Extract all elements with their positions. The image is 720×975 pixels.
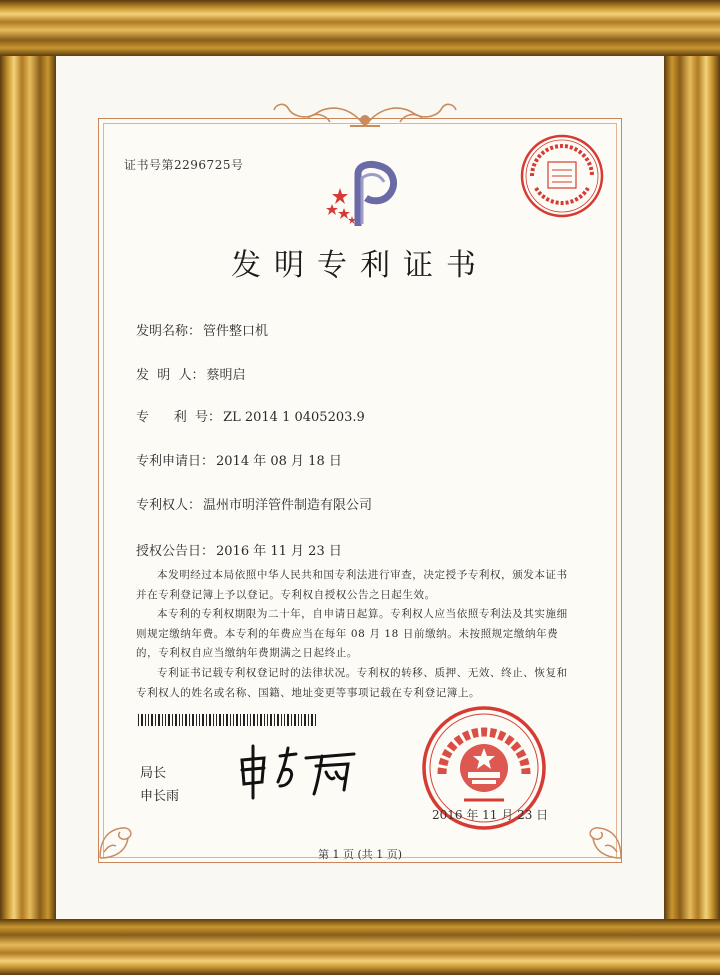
patent-number-label: 专 利 号： — [136, 410, 222, 425]
patentee-value: 温州市明洋管件制造有限公司 — [203, 498, 373, 513]
handwritten-signature-icon — [236, 742, 366, 800]
certificate-number-suffix: 号 — [230, 158, 244, 172]
paragraph-legal-status: 专利证书记载专利权登记时的法律状况。专利权的转移、质押、无效、终止、恢复和专利权人的姓名或名称、国籍、地址变更等事项记载在专利登记簿上。 — [136, 667, 568, 699]
certificate-number-label: 证书号第 — [124, 158, 175, 172]
certificate-title: 发明专利证书 — [231, 248, 489, 283]
seal-date: 2016 年 11 月 23 日 — [432, 808, 549, 822]
grant-date-value: 2016 年 11 月 23 日 — [216, 544, 342, 559]
invention-name-value: 管件整口机 — [203, 324, 269, 339]
certificate-number — [124, 156, 243, 173]
invention-name-label: 发明名称： — [136, 324, 202, 339]
inventor-row — [136, 364, 246, 383]
patentee-row — [136, 494, 372, 513]
signatory-name: 申长雨 — [140, 789, 180, 804]
patent-number-value: ZL 2014 1 0405203.9 — [223, 410, 365, 425]
patentee-label: 专利权人： — [136, 498, 202, 513]
signatory-title: 局长 — [140, 766, 167, 781]
grant-date-row — [136, 540, 342, 559]
application-date-value: 2014 年 08 月 18 日 — [216, 454, 342, 469]
invention-name-row — [136, 320, 268, 339]
paragraph-examination: 本发明经过本局依照中华人民共和国专利法进行审查，决定授予专利权，颁发本证书并在专利登记簿上予以登记。专利权自授权公告之日起生效。 — [136, 569, 568, 601]
certificate-number-value: 2296725 — [174, 158, 231, 172]
patent-number-row — [136, 406, 365, 425]
paragraph-term: 本专利的专利权期限为二十年，自申请日起算。专利权人应当依照专利法及其实施细则规定缴纳年费。本专利的年费应当在每年 08 月 18 日前缴纳。未按照规定缴纳年费的，专利权自应当缴纳年费期满之日起终止。 — [136, 608, 568, 659]
application-date-row — [136, 450, 342, 469]
barcode-icon — [138, 714, 318, 726]
application-date-label: 专利申请日： — [136, 454, 215, 469]
top-ornament-icon — [270, 96, 460, 132]
page-number: 第 1 页 (共 1 页) — [317, 848, 403, 861]
inventor-value: 蔡明启 — [206, 368, 246, 383]
grant-date-label: 授权公告日： — [136, 544, 215, 559]
patent-office-logo-icon — [318, 158, 404, 230]
agency-seal-icon — [518, 132, 606, 220]
inventor-label: 发 明 人： — [136, 368, 205, 383]
